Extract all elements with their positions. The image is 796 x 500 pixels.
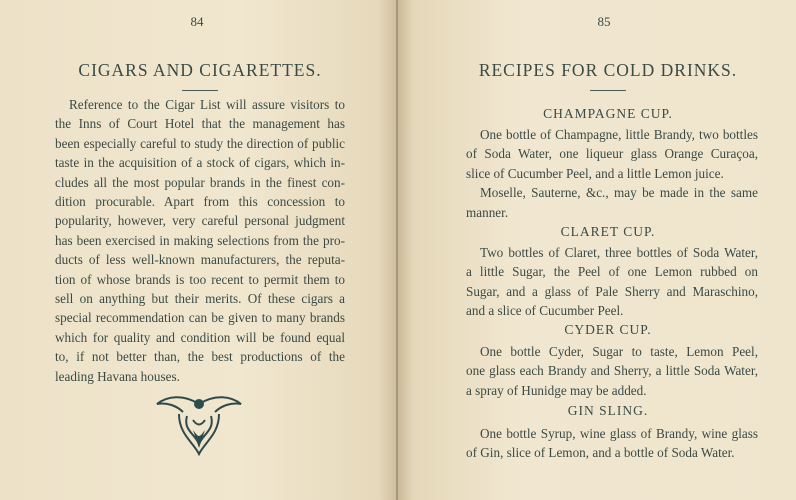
title-rule (182, 90, 218, 91)
title-rule (590, 90, 626, 91)
recipe-heading: CHAMPAGNE CUP. (543, 106, 673, 121)
recipe-heading: CYDER CUP. (564, 322, 652, 337)
text-line: Moselle, Sauterne, &c., may be made in the same (480, 185, 758, 201)
recipe-text (466, 342, 758, 400)
text-line: Two bottles of Claret, three bottles of Soda Water, (480, 245, 758, 260)
text-line: One bottle Syrup, wine glass of Brandy, wine glass (480, 426, 758, 441)
text-line: ducts of less well-known manufacturers, the reputa- (55, 252, 345, 268)
text-line: a little Sugar, the Peel of one Lemon rubbed on (466, 264, 758, 280)
text-line: special recommendation can be given to many brands (55, 310, 345, 326)
text-line: has been exercised in making selections from the pro- (55, 232, 345, 248)
page-number: 85 (597, 14, 611, 29)
text-line: manner. (466, 204, 509, 220)
recipe-heading: CLARET CUP. (560, 224, 656, 239)
text-line: and a slice of Cucumber Peel. (466, 303, 624, 319)
recipe-text (466, 424, 758, 463)
text-line: leading Havana houses. (55, 368, 180, 384)
text-line: dition procurable. Apart from this concession to (55, 194, 345, 210)
text-line: sell on anything but their merits. Of these cigars a (55, 291, 345, 307)
text-line: One bottle of Champagne, little Brandy, two bottles (480, 127, 758, 142)
text-line: Reference to the Cigar List will assure visitors to (69, 97, 345, 112)
text-line: slice of Cucumber Peel, and a little Lemon juice. (466, 165, 724, 181)
ornament-icon (153, 390, 245, 456)
text-line: taste in the acquisition of a stock of cigars, which in- (55, 155, 345, 171)
text-line: been especially careful to study the direction of public (55, 135, 345, 151)
cigars-paragraph (55, 95, 345, 386)
text-line: which for quality and condition will be found equal (55, 329, 345, 345)
text-line: to, if not better than, the best productions of the (55, 349, 345, 365)
text-line: Sugar, and a glass of Pale Sherry and Maraschino, (466, 283, 758, 299)
text-line: one glass each Brandy and Sherry, a little Soda Water, (466, 363, 758, 379)
page-title: RECIPES FOR COLD DRINKS. (478, 60, 738, 80)
page-number: 84 (190, 14, 204, 29)
page-title: CIGARS AND CIGARETTES. (78, 60, 322, 80)
text-line: tion of whose brands is too recent to permit them to (55, 271, 345, 287)
recipe-heading: GIN SLING. (567, 403, 649, 418)
text-line: One bottle Cyder, Sugar to taste, Lemon Peel, (480, 344, 758, 359)
text-line: of Soda Water, one liqueur glass Orange Curaçoa, (466, 146, 758, 162)
text-line: popularity, however, very careful personal judgment (55, 213, 345, 229)
text-line: of Gin, slice of Lemon, and a bottle of Soda Water. (466, 445, 735, 461)
text-line: the Inns of Court Hotel that the management has (55, 116, 345, 132)
right-page (398, 0, 796, 500)
text-line: a spray of Hunidge may be added. (466, 382, 647, 398)
recipe-text (466, 243, 758, 321)
text-line: cludes all the most popular brands in the finest con- (55, 174, 345, 190)
recipe-text (466, 125, 758, 222)
